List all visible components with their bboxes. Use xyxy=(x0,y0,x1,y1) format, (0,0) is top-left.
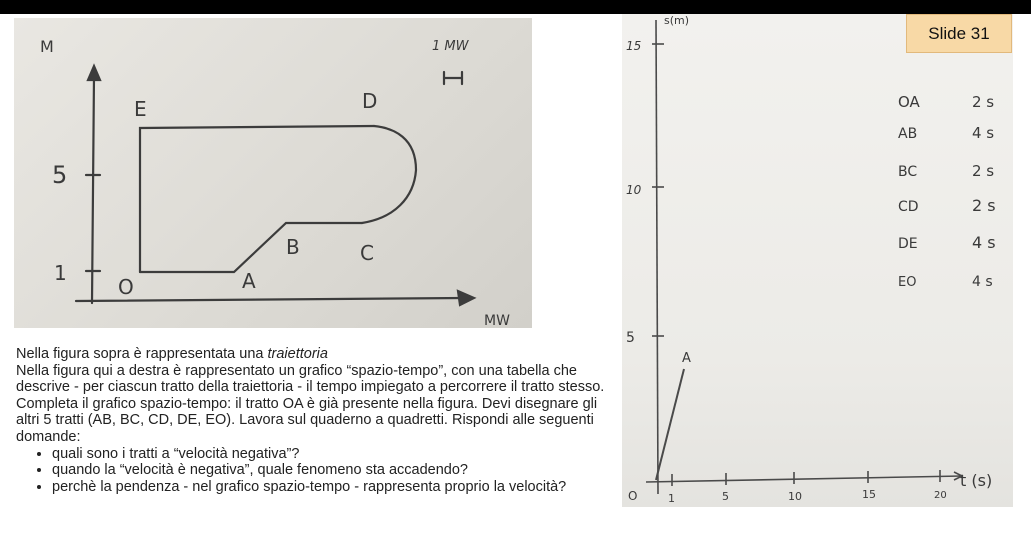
x-axis-arrow xyxy=(458,291,474,305)
question-item: • perchè la pendenza - nel grafico spazio-tempo - rappresenta proprio la velocità? xyxy=(52,479,612,496)
slide-number-badge: Slide 31 xyxy=(906,14,1012,53)
table-segment: AB xyxy=(898,126,918,142)
trajectory-photo xyxy=(14,18,532,328)
space-time-graph xyxy=(622,14,1013,507)
table-time: 4 s xyxy=(972,124,995,142)
y-axis-line xyxy=(92,76,94,303)
segment-OA xyxy=(656,369,684,480)
question-item: • quando la “velocità è negativa”, quale fenomeno sta accadendo? xyxy=(52,462,612,479)
question-item: • quali sono i tratti a “velocità negativa”? xyxy=(52,446,612,463)
point-E-label: E xyxy=(134,97,147,121)
ytick-5-label: 5 xyxy=(626,330,635,346)
y-axis-arrow xyxy=(88,66,100,80)
intro-line: Nella figura sopra è rappresentata una traiettoria xyxy=(16,346,328,362)
instruction-paragraph: Nella figura qui a destra è rappresentato un grafico “spazio-tempo”, con una tabella che descrive - per ciascun tratto della traiettoria - il tempo impiegato a percorrere il tratto stesso. Completa il grafico spazio-tempo: il tratto OA è già presente nella figura. Devi disegnare gli altri 5 tratti (AB, BC, CD, DE, EO). Lavora sul quaderno a quadretti. Rispondi alle seguenti domande: xyxy=(16,362,605,445)
segment-time-table xyxy=(898,93,996,290)
xtick-20-label: 20 xyxy=(934,490,947,501)
instructions-text xyxy=(16,346,612,495)
table-time: 2 s xyxy=(972,93,995,111)
table-time: 4 s xyxy=(972,274,993,290)
xtick-10-label: 10 xyxy=(788,490,802,503)
xtick-5-label: 5 xyxy=(722,490,729,503)
point-A-graph-label: A xyxy=(682,351,691,366)
point-B-label: B xyxy=(286,235,300,259)
graph-y-axis xyxy=(656,20,658,494)
table-segment: BC xyxy=(898,164,918,180)
xtick-1-label: 1 xyxy=(668,492,675,505)
tick-5-label: 5 xyxy=(52,161,68,189)
trajectory-sketch xyxy=(14,18,532,328)
axis-y-label: M xyxy=(40,37,54,56)
scale-label: 1 MW xyxy=(432,39,469,54)
point-A-label: A xyxy=(242,269,256,293)
graph-y-label: s(m) xyxy=(664,14,690,27)
table-segment: CD xyxy=(898,199,919,215)
table-time: 2 s xyxy=(972,196,996,215)
xtick-15-label: 15 xyxy=(862,488,876,501)
path-OABC xyxy=(140,223,362,272)
table-segment: EO xyxy=(898,275,917,290)
table-time: 4 s xyxy=(972,233,996,252)
tick-1-label: 1 xyxy=(54,261,67,285)
ytick-10-label: 10 xyxy=(626,183,642,197)
x-axis-line xyxy=(76,298,464,301)
point-C-label: C xyxy=(360,241,374,265)
table-time: 2 s xyxy=(972,162,995,180)
question-list xyxy=(16,446,612,496)
ytick-15-label: 15 xyxy=(626,39,642,53)
xtick-O-label: O xyxy=(628,489,638,503)
table-segment: DE xyxy=(898,236,918,252)
top-black-bar xyxy=(0,0,1031,14)
axis-x-label: MW xyxy=(484,313,510,328)
emphasis-word: traiettoria xyxy=(267,346,328,362)
point-O-label: O xyxy=(118,275,134,299)
path-CD-curve xyxy=(362,126,416,223)
point-D-label: D xyxy=(362,89,378,113)
graph-x-label: t (s) xyxy=(960,471,993,490)
table-segment: OA xyxy=(898,93,920,111)
graph-x-axis xyxy=(646,476,962,482)
space-time-photo xyxy=(622,14,1013,507)
